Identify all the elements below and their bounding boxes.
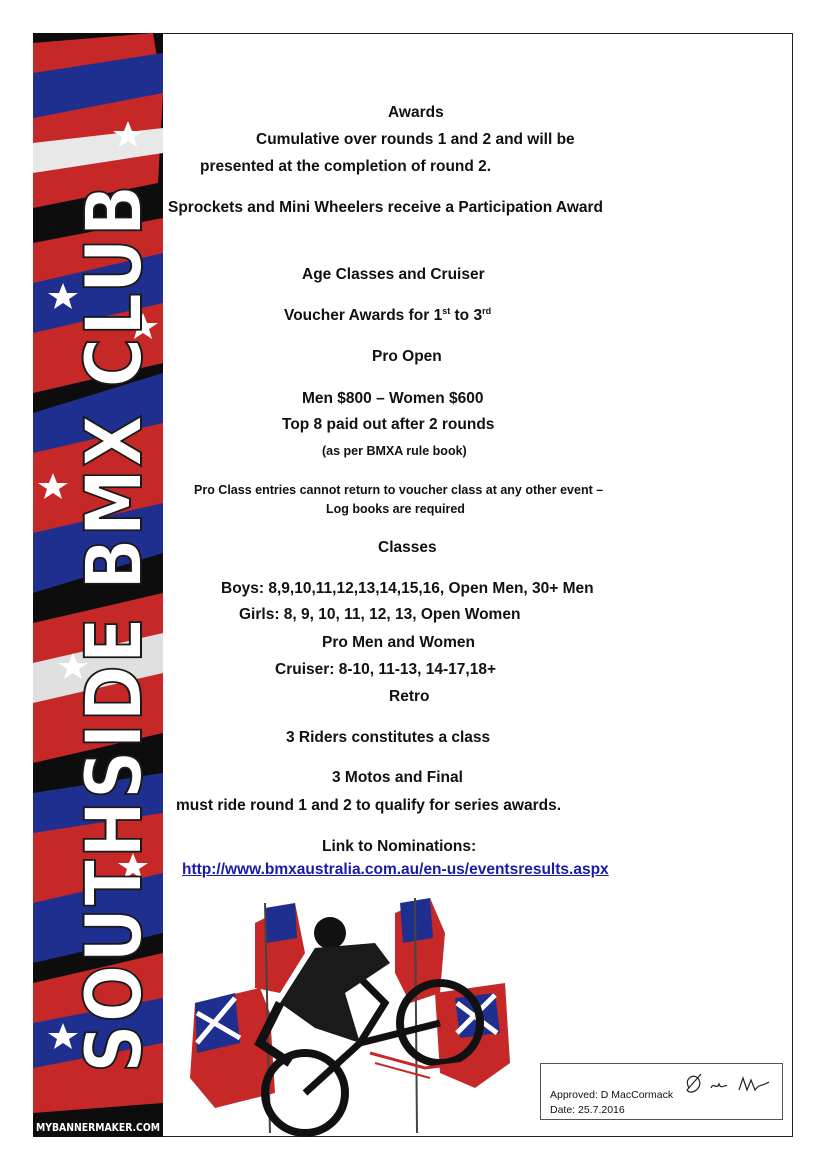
classes-heading: Classes — [378, 539, 437, 556]
age-classes-heading: Age Classes and Cruiser — [302, 266, 485, 283]
flag-banner-image — [33, 33, 163, 1137]
classes-cruiser: Cruiser: 8-10, 11-13, 14-17,18+ — [275, 661, 497, 678]
motos-line-2: must ride round 1 and 2 to qualify for series awards. — [176, 797, 562, 814]
pro-open-paid: Top 8 paid out after 2 rounds — [282, 416, 495, 433]
sprockets-note: Sprockets and Mini Wheelers receive a Participation Award — [168, 199, 604, 216]
awards-heading: Awards — [388, 104, 444, 121]
voucher-prefix: Voucher Awards for 1 — [284, 307, 443, 324]
nominations-heading: Link to Nominations: — [322, 838, 477, 855]
approval-date: Date: 25.7.2016 — [550, 1104, 625, 1116]
riders-note: 3 Riders constitutes a class — [286, 729, 491, 746]
club-name-text: SOUTHSIDE BMX CLUB — [70, 50, 160, 1073]
voucher-awards — [284, 306, 491, 326]
approval-box — [540, 1063, 783, 1120]
classes-boys: Boys: 8,9,10,11,12,13,14,15,16, Open Men, 30+ Men — [221, 580, 594, 597]
voucher-mid: to 3 — [450, 307, 483, 324]
classes-pro: Pro Men and Women — [322, 634, 476, 651]
pro-class-note-1: Pro Class entries cannot return to voucher class at any other event – — [194, 483, 604, 497]
motos-line-1: 3 Motos and Final — [332, 769, 463, 786]
banner-maker-text: MYBANNERMAKER.COM — [36, 1122, 160, 1134]
voucher-sup-2: rd — [482, 305, 492, 316]
classes-girls: Girls: 8, 9, 10, 11, 12, 13, Open Women — [239, 606, 521, 623]
bmx-rider-image — [185, 893, 515, 1143]
approved-by: Approved: D MacCormack — [550, 1089, 674, 1101]
pro-open-prize: Men $800 – Women $600 — [302, 390, 484, 407]
awards-line-2: presented at the completion of round 2. — [200, 158, 492, 175]
pro-open-heading: Pro Open — [372, 348, 442, 365]
pro-open-rule: (as per BMXA rule book) — [322, 444, 467, 458]
classes-retro: Retro — [389, 688, 430, 705]
voucher-sup-1: st — [442, 305, 451, 316]
pro-class-note-2: Log books are required — [326, 502, 465, 516]
awards-line-1: Cumulative over rounds 1 and 2 and will be — [256, 131, 575, 148]
signature-image — [681, 1070, 776, 1100]
nominations-link[interactable]: http://www.bmxaustralia.com.au/en-us/eventsresults.aspx — [182, 861, 609, 878]
club-banner — [33, 33, 163, 1137]
